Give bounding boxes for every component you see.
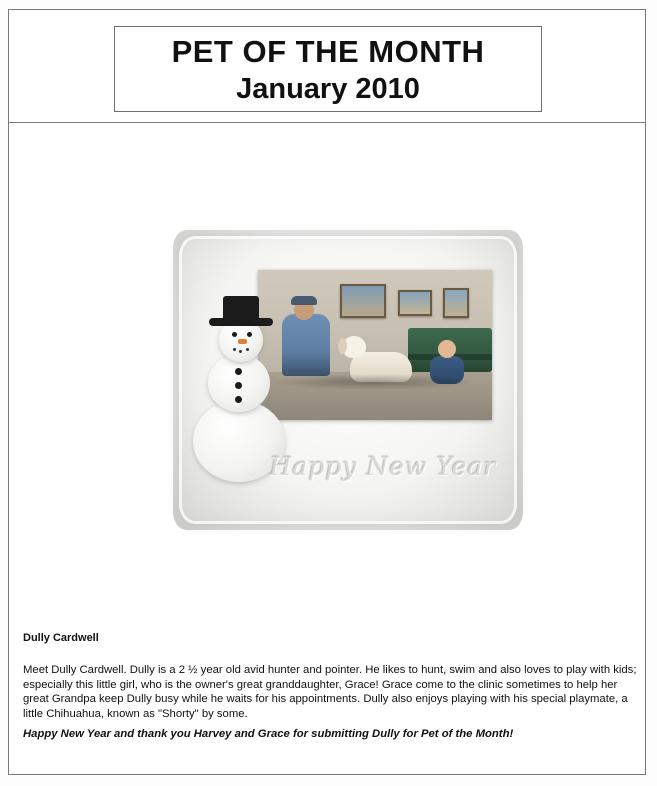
carrot-nose-icon [238,339,247,344]
page-subtitle: January 2010 [236,73,420,105]
snowman-mouth-dot [239,350,242,353]
header-divider [9,122,645,123]
dog-ear [338,338,347,354]
snowman-mouth-dot [233,348,236,351]
wall-picture-icon [398,290,432,316]
snowman-button [235,368,242,375]
pet-name-heading: Dully Cardwell [23,632,99,644]
greeting-card-image [173,230,523,530]
wall-picture-icon [443,288,469,318]
snowman-mouth-dot [246,348,249,351]
child-head [438,340,456,358]
snowman-button [235,382,242,389]
snowman-eye [232,332,237,337]
snowman-button [235,396,242,403]
page-title: PET OF THE MONTH [171,34,485,69]
top-hat-crown [223,296,259,320]
wall-picture-icon [340,284,386,318]
document-border [8,9,646,775]
greeting-text: Happy New Year [269,452,497,481]
pet-description-paragraph: Meet Dully Cardwell. Dully is a 2 ½ year old avid hunter and pointer. He likes to hunt, swim and also loves to play with kids; especially this little girl, who is the owner's great granddaughter, Grace! Grace come to the clinic sometimes to help her great Grandpa keep Dully busy while he waits for his appointments. Dully also enjoys playing with his special playmate, a little Chihuahua, known as "Shorty" by some. [23,664,637,720]
closing-paragraph: Happy New Year and thank you Harvey and Grace for submitting Dully for Pet of the Month! [23,728,514,740]
snowman-eye [247,332,252,337]
title-box [114,26,542,112]
